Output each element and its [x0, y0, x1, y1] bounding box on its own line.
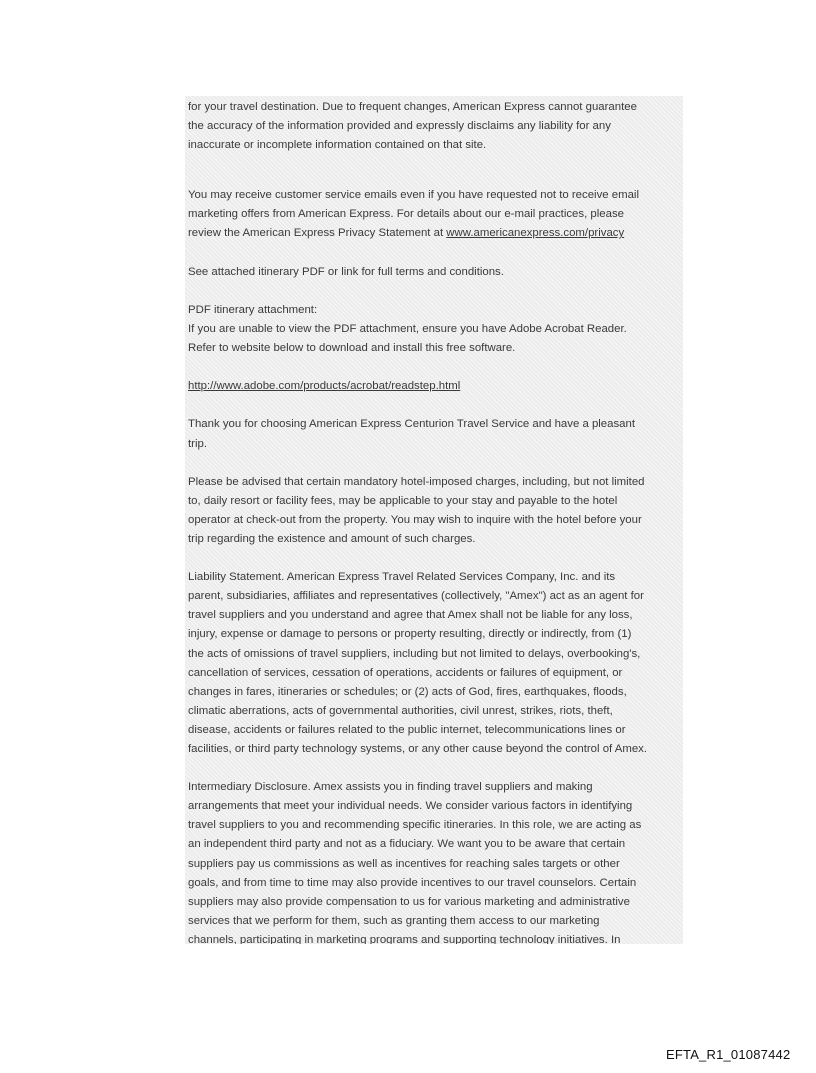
- text-line: operator at check-out from the property. You may wish to inquire with the hotel before your: [188, 513, 642, 526]
- text-line: to, daily resort or facility fees, may be applicable to your stay and payable to the hotel: [188, 494, 618, 507]
- paragraph-intermediary-disclosure: [188, 778, 683, 944]
- text-line: Intermediary Disclosure. Amex assists you in finding travel suppliers and making: [188, 781, 593, 794]
- text-line: [188, 224, 683, 243]
- paragraph-customer-service-emails: [188, 186, 683, 243]
- text-line: travel suppliers and you understand and agree that Amex shall not be liable for any loss,: [188, 609, 633, 622]
- email-body: [185, 96, 683, 944]
- text-line: You may receive customer service emails even if you have requested not to receive email: [188, 189, 639, 202]
- text-line: disease, accidents or failures related to the public internet, telecommunications lines or: [188, 723, 626, 736]
- text-line: If you are unable to view the PDF attachment, ensure you have Adobe Acrobat Reader.: [188, 322, 627, 335]
- text-line: the accuracy of the information provided and expressly disclaims any liability for any: [188, 120, 611, 133]
- text-line: inaccurate or incomplete information contained on that site.: [188, 139, 487, 152]
- paragraph-destination-disclaimer: [188, 98, 683, 155]
- privacy-statement-text: review the American Express Privacy Statement at: [188, 227, 447, 240]
- text-line: suppliers may also provide compensation to us for various marketing and administrative: [188, 895, 630, 908]
- text-line: services that we perform for them, such as granting them access to our marketing: [188, 914, 600, 927]
- paragraph-adobe-link: [188, 377, 683, 396]
- text-line: injury, expense or damage to persons or property resulting, directly or indirectly, from (1): [188, 628, 632, 641]
- text-line: goals, and from time to time may also provide incentives to our travel counselors. Certain: [188, 876, 637, 889]
- text-line: marketing offers from American Express. For details about our e-mail practices, please: [188, 208, 624, 221]
- text-line: PDF itinerary attachment:: [188, 303, 318, 316]
- text-line: the acts of omissions of travel suppliers, including but not limited to delays, overbooking's,: [188, 647, 641, 660]
- text-line: an independent third party and not as a fiduciary. We want you to be aware that certain: [188, 838, 626, 851]
- adobe-reader-link[interactable]: http://www.adobe.com/products/acrobat/readstep.html: [188, 380, 461, 393]
- paragraph-thank-you: [188, 415, 683, 453]
- text-line: Refer to website below to download and install this free software.: [188, 342, 516, 355]
- text-line: travel suppliers to you and recommending specific itineraries. In this role, we are acting as: [188, 819, 642, 832]
- text-line: climatic aberrations, acts of governmental authorities, civil unrest, strikes, riots, theft,: [188, 704, 613, 717]
- paragraph-liability-statement: [188, 568, 683, 759]
- text-line: changes in fares, itineraries or schedules; or (2) acts of God, fires, earthquakes, floods,: [188, 685, 627, 698]
- paragraph-hotel-charges: [188, 473, 683, 549]
- text-line: Liability Statement. American Express Travel Related Services Company, Inc. and its: [188, 571, 616, 584]
- text-line: Thank you for choosing American Express Centurion Travel Service and have a pleasant: [188, 418, 636, 431]
- text-line: parent, subsidiaries, affiliates and representatives (collectively, "Amex") act as an agent for: [188, 590, 644, 603]
- text-line: for your travel destination. Due to frequent changes, American Express cannot guarantee: [188, 101, 637, 113]
- text-line: facilities, or third party technology systems, or any other cause beyond the control of Amex.: [188, 743, 648, 755]
- text-line: suppliers pay us commissions as well as incentives for reaching sales targets or other: [188, 857, 620, 870]
- text-line: trip regarding the existence and amount of such charges.: [188, 532, 476, 545]
- paragraph-see-attached: [188, 263, 683, 282]
- paragraph-pdf-attachment: [188, 301, 683, 358]
- text-line: trip.: [188, 437, 207, 450]
- document-id: EFTA_R1_01087442: [666, 1047, 791, 1062]
- text-line: cancellation of services, cessation of operations, accidents or failures of equipment, or: [188, 666, 623, 679]
- text-line: Please be advised that certain mandatory hotel-imposed charges, including, but not limited: [188, 475, 645, 488]
- text-line: arrangements that meet your individual needs. We consider various factors in identifying: [188, 800, 633, 813]
- text-line: channels, participating in marketing programs and supporting technology initiatives. In: [188, 933, 621, 944]
- text-line: See attached itinerary PDF or link for full terms and conditions.: [188, 265, 504, 278]
- privacy-link[interactable]: www.americanexpress.com/privacy: [446, 227, 625, 240]
